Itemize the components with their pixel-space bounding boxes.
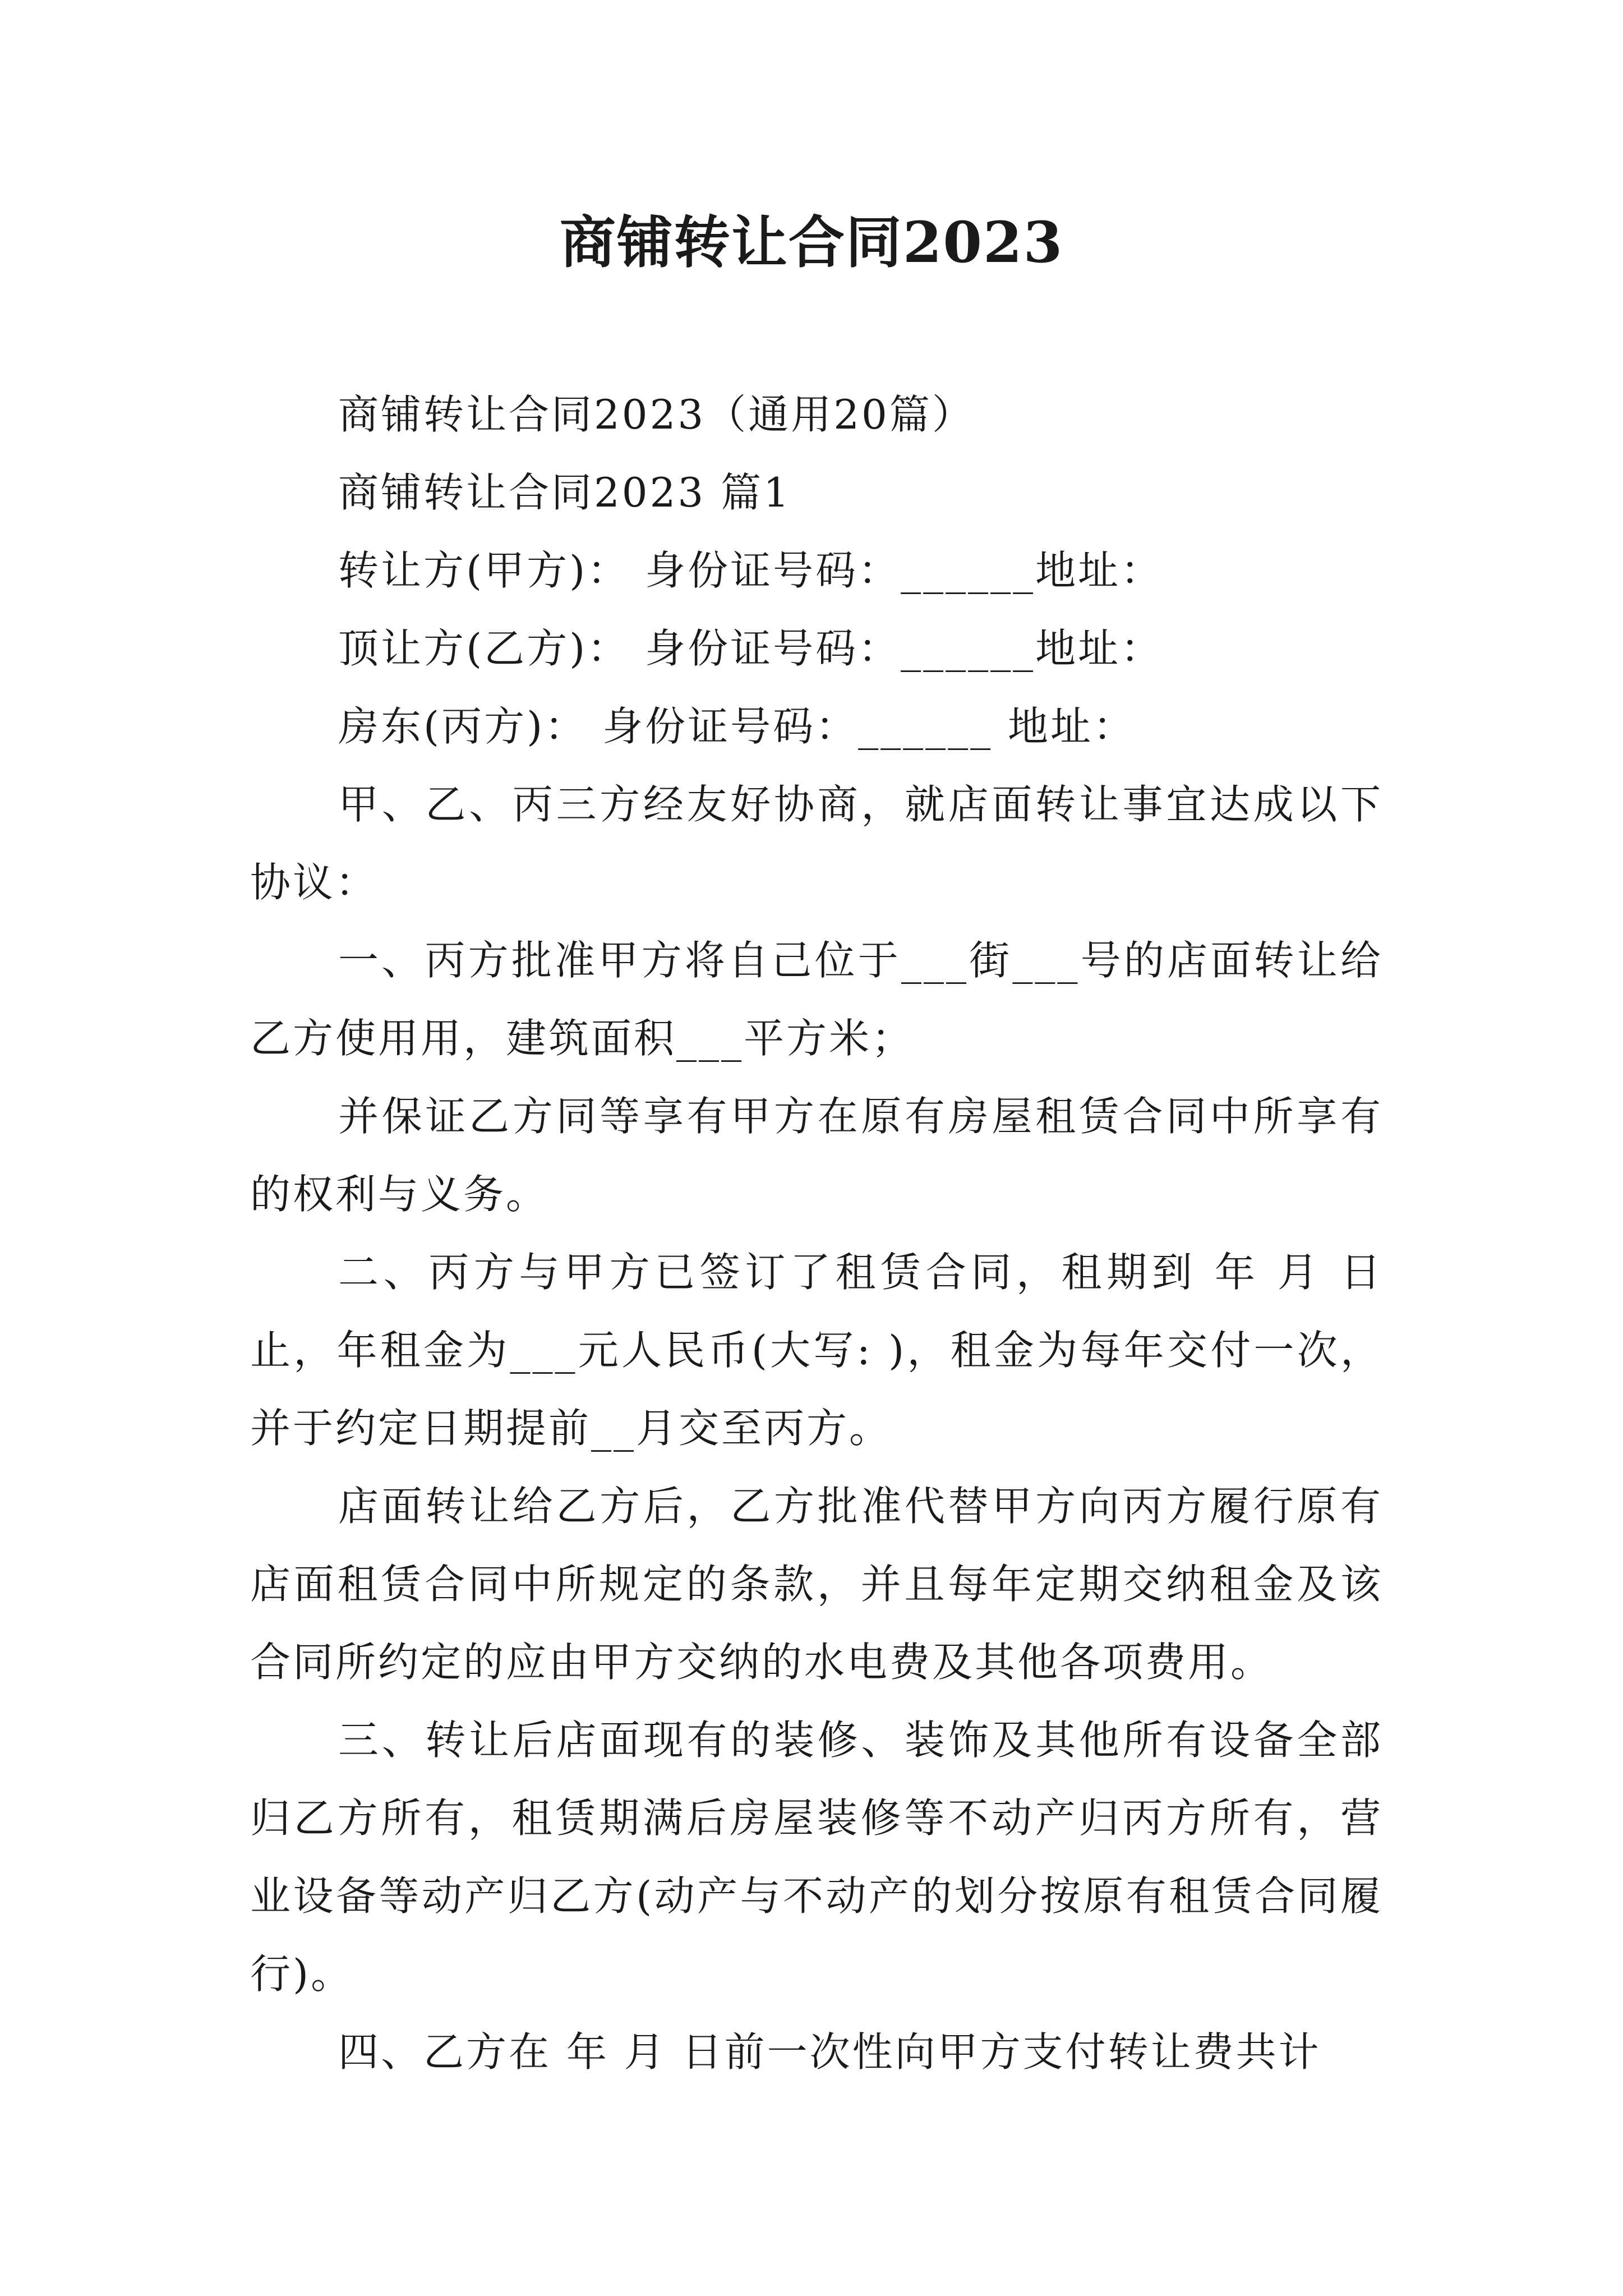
subtitle-line: 商铺转让合同2023（通用20篇） [338, 391, 975, 438]
section-heading: 商铺转让合同2023 篇1 [338, 469, 791, 516]
document-body [250, 376, 1383, 2091]
party-b-line: 顶让方(乙方)： 身份证号码：______地址： [338, 625, 1164, 672]
document-title: 商铺转让合同2023 [559, 209, 1064, 275]
clause-4-paragraph: 四、乙方在 年 月 日前一次性向甲方支付转让费共计 [338, 2028, 1321, 2076]
clause-2-paragraph: 二、丙方与甲方已签订了租赁合同，租期到 年 月 日止，年租金为___元人民币(大写: )，租金为每年交付一次，并于约定日期提前__月交至丙方。 [250, 1249, 1383, 1452]
agreement-intro-paragraph: 甲、乙、丙三方经友好协商，就店面转让事宜达成以下协议： [250, 781, 1383, 906]
clause-1-guarantee-paragraph: 并保证乙方同等享有甲方在原有房屋租赁合同中所享有的权利与义务。 [250, 1093, 1383, 1218]
clause-2-obligation-paragraph: 店面转让给乙方后，乙方批准代替甲方向丙方履行原有店面租赁合同中所规定的条款，并且每年定期交纳租金及该合同所约定的应由甲方交纳的水电费及其他各项费用。 [250, 1483, 1383, 1686]
clause-3-paragraph: 三、转让后店面现有的装修、装饰及其他所有设备全部归乙方所有，租赁期满后房屋装修等不动产归丙方所有，营业设备等动产归乙方(动产与不动产的划分按原有租赁合同履行)。 [250, 1717, 1383, 1998]
party-a-line: 转让方(甲方)： 身份证号码：______地址： [338, 547, 1164, 594]
clause-1-paragraph: 一、丙方批准甲方将自己位于___街___号的店面转让给乙方使用用，建筑面积___平方米； [250, 937, 1383, 1062]
party-c-line: 房东(丙方)： 身份证号码：______ 地址： [338, 703, 1136, 750]
